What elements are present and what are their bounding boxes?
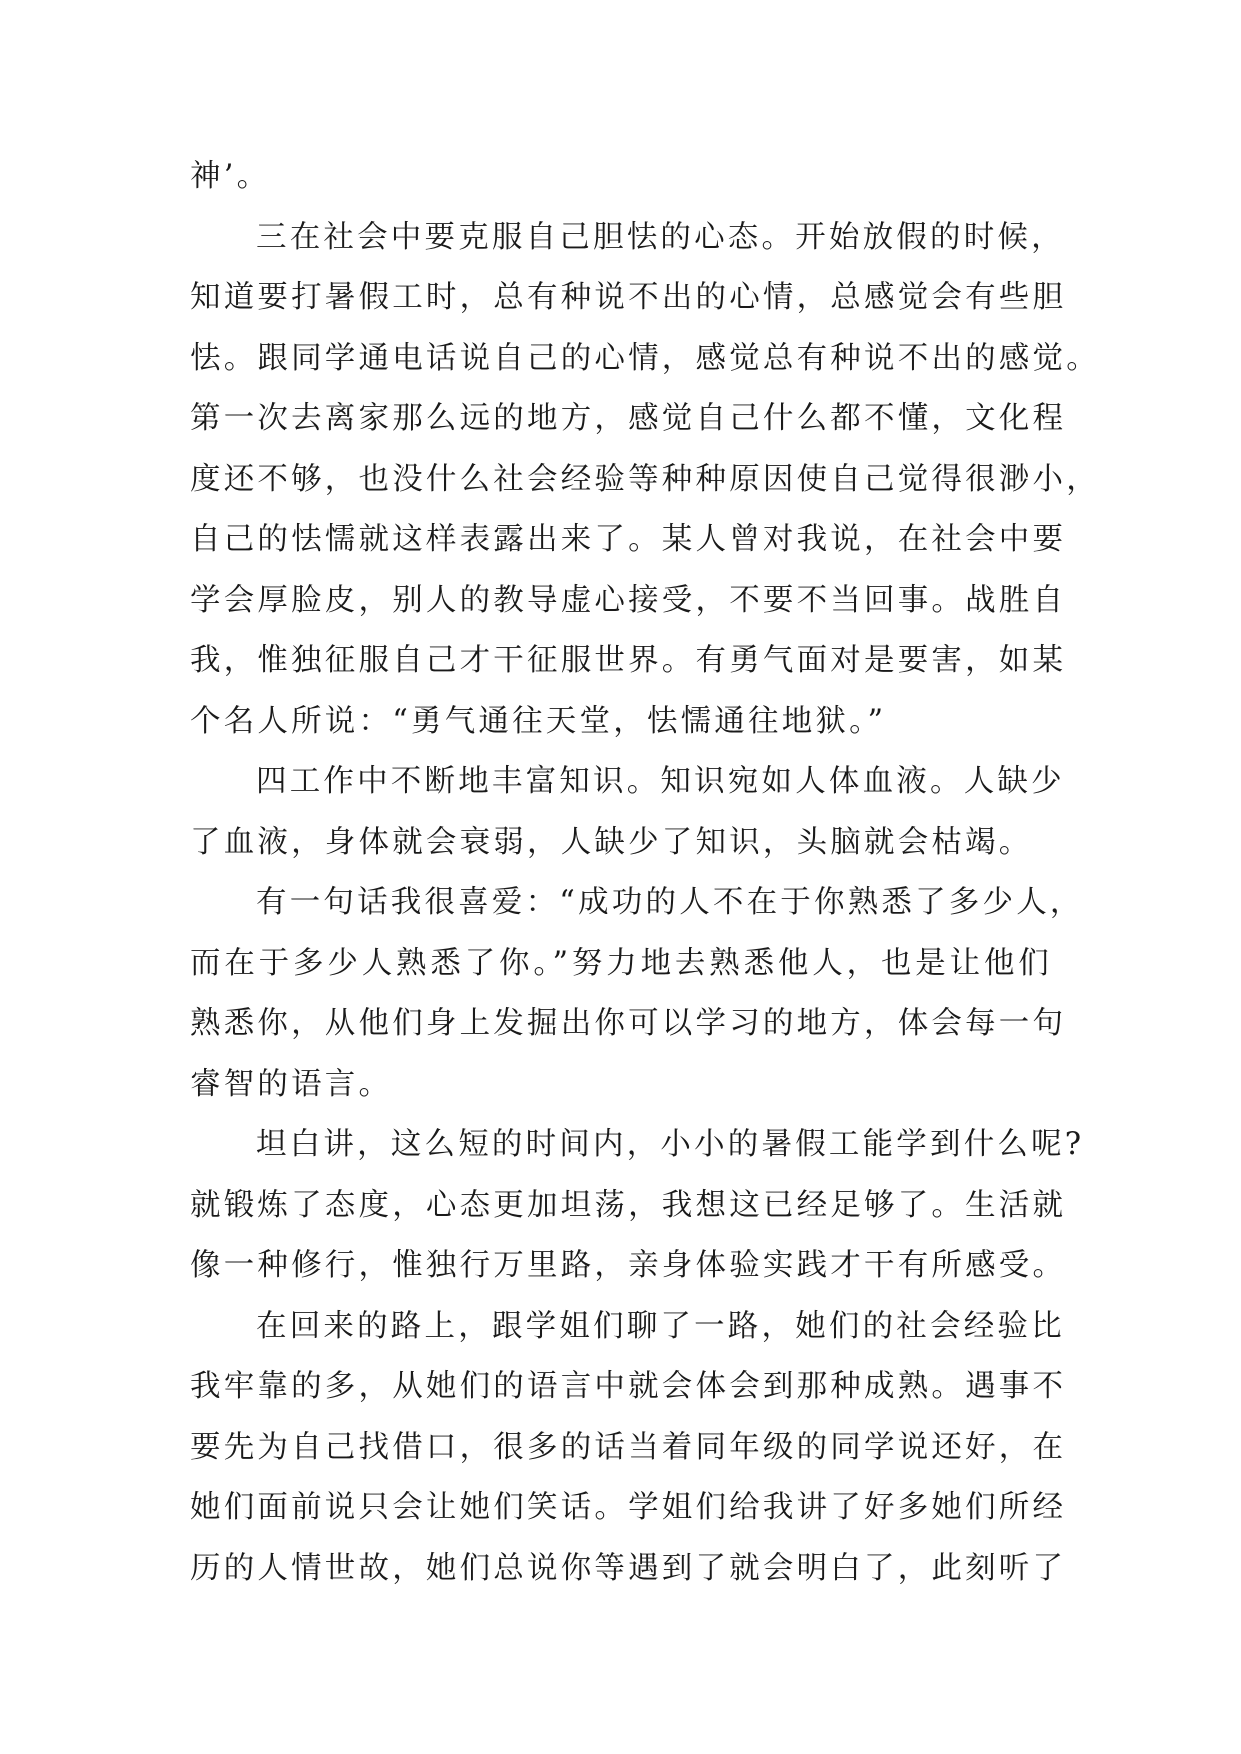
text-line: 就锻炼了态度，心态更加坦荡，我想这已经足够了。生活就 xyxy=(190,1187,1067,1223)
text-line: 知道要打暑假工时，总有种说不出的心情，总感觉会有些胆 xyxy=(190,280,1067,315)
text-line: 而在于多少人熟悉了你。”努力地去熟悉他人，也是让他们 xyxy=(190,945,1052,981)
text-line: 在回来的路上，跟学姐们聊了一路，她们的社会经验比 xyxy=(256,1308,1065,1344)
text-line: 熟悉你，从他们身上发掘出你可以学习的地方，体会每一句 xyxy=(190,1006,1067,1041)
document-page xyxy=(190,147,1100,1599)
text-line: 怯。跟同学通电话说自己的心情，感觉总有种说不出的感觉。 xyxy=(190,340,1100,376)
text-line: 历的人情世故，她们总说你等遇到了就会明白了，此刻听了 xyxy=(190,1550,1067,1586)
text-line: 像一种修行，惟独行万里路，亲身体验实践才干有所感受。 xyxy=(190,1248,1067,1283)
text-line: 第一次去离家那么远的地方，感觉自己什么都不懂，文化程 xyxy=(190,401,1067,436)
text-line: 坦白讲，这么短的时间内，小小的暑假工能学到什么呢? xyxy=(256,1127,1085,1162)
paragraph xyxy=(190,873,1084,1115)
text-line: 个名人所说：“勇气通往天堂，怯懦通往地狱。” xyxy=(190,703,887,739)
paragraph xyxy=(190,752,1065,873)
text-line: 她们面前说只会让她们笑话。学姐们给我讲了好多她们所经 xyxy=(190,1490,1067,1525)
text-line: 了血液，身体就会衰弱，人缺少了知识，头脑就会枯竭。 xyxy=(190,824,1033,860)
paragraph xyxy=(190,1115,1085,1297)
text-line: 有一句话我很喜爱：“成功的人不在于你熟悉了多少人， xyxy=(256,885,1084,920)
text-line: 我牢靠的多，从她们的语言中就会体会到那种成熟。遇事不 xyxy=(190,1369,1067,1404)
paragraph xyxy=(190,147,1052,208)
text-line: 度还不够，也没什么社会经验等种种原因使自己觉得很渺小， xyxy=(190,461,1100,497)
text-line: 学会厚脸皮，别人的教导虚心接受，不要不当回事。战胜自 xyxy=(190,582,1067,618)
text-line: 三在社会中要克服自己胆怯的心态。开始放假的时候， xyxy=(256,219,1065,255)
paragraph xyxy=(190,1297,1067,1600)
text-line: 神’。 xyxy=(190,159,271,194)
text-line: 我，惟独征服自己才干征服世界。有勇气面对是要害，如某 xyxy=(190,643,1067,678)
text-line: 四工作中不断地丰富知识。知识宛如人体血液。人缺少 xyxy=(256,764,1065,799)
text-line: 睿智的语言。 xyxy=(190,1066,393,1102)
text-line: 自己的怯懦就这样表露出来了。某人曾对我说，在社会中要 xyxy=(190,522,1067,557)
text-line: 要先为自己找借口，很多的话当着同年级的同学说还好，在 xyxy=(190,1429,1067,1465)
paragraph xyxy=(190,208,1100,753)
